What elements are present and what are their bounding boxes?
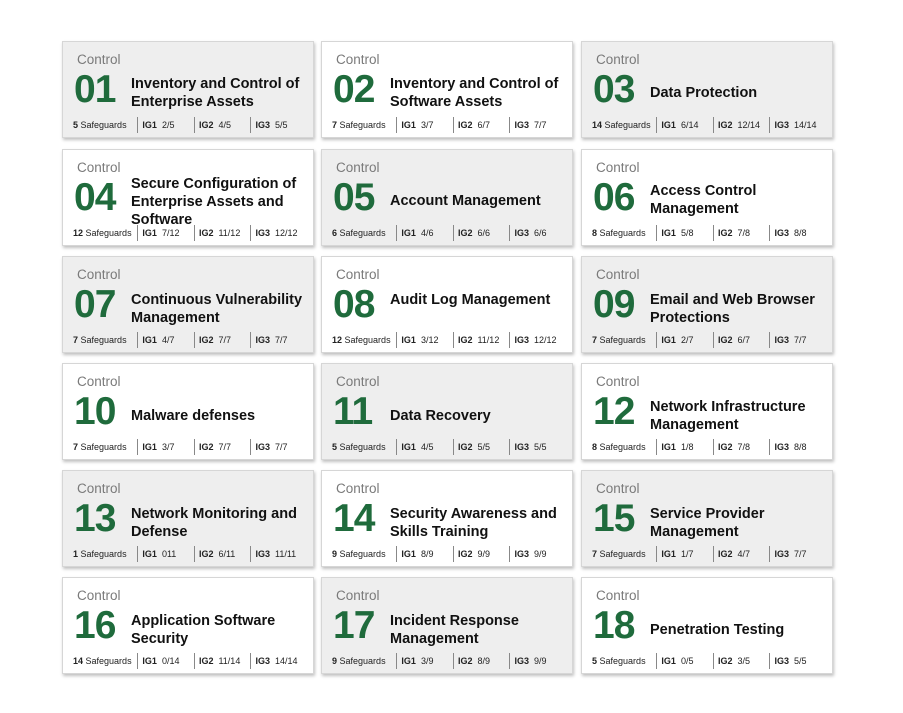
control-card-17[interactable] (321, 577, 573, 674)
safeguards-count: 8 Safeguards (590, 225, 657, 241)
control-number: 17 (333, 604, 375, 647)
control-label: Control (596, 160, 640, 175)
control-label: Control (596, 481, 640, 496)
control-number: 07 (74, 283, 116, 326)
control-title: Malware defenses (131, 408, 256, 424)
control-card-16[interactable] (62, 577, 314, 674)
ig1-value: IG1 3/7 (397, 117, 454, 133)
control-card-13[interactable] (62, 470, 314, 567)
ig2-value: IG2 3/5 (714, 653, 771, 669)
implementation-groups-bar (330, 439, 566, 455)
control-title: Inventory and Control of Enterprise Assets (131, 76, 300, 110)
ig2-value: IG2 6/11 (195, 546, 252, 562)
safeguards-count: 5 Safeguards (590, 653, 657, 669)
control-title: Audit Log Management (390, 292, 551, 308)
control-card-18[interactable] (581, 577, 833, 674)
ig2-value: IG2 7/8 (714, 225, 771, 241)
ig1-value: IG1 3/7 (138, 439, 195, 455)
control-card-01[interactable] (62, 41, 314, 138)
ig3-value: IG3 7/7 (774, 549, 807, 559)
implementation-groups-bar (330, 225, 566, 241)
implementation-groups-bar (590, 439, 826, 455)
ig1-value: IG1 3/12 (397, 332, 454, 348)
control-number: 15 (593, 497, 635, 540)
control-card-10[interactable] (62, 363, 314, 460)
control-number: 18 (593, 604, 635, 647)
ig1-value: IG1 011 (138, 546, 195, 562)
ig3-value: IG3 5/5 (514, 442, 547, 452)
ig3-value: IG3 12/12 (255, 228, 298, 238)
control-title: Email and Web Browser Protections (650, 292, 815, 326)
ig2-value: IG2 11/12 (454, 332, 511, 348)
ig1-value: IG1 8/9 (397, 546, 454, 562)
implementation-groups-bar (71, 225, 307, 241)
safeguards-count: 1 Safeguards (71, 546, 138, 562)
control-title: Application Software Security (131, 613, 276, 647)
ig2-value: IG2 6/7 (454, 117, 511, 133)
control-title: Security Awareness and Skills Training (390, 506, 557, 540)
ig1-value: IG1 2/5 (138, 117, 195, 133)
safeguards-count: 5 Safeguards (71, 117, 138, 133)
ig2-value: IG2 5/5 (454, 439, 511, 455)
ig1-value: IG1 2/7 (657, 332, 714, 348)
control-title: Network Infrastructure Management (650, 399, 806, 433)
control-card-14[interactable] (321, 470, 573, 567)
ig3-value: IG3 5/5 (255, 120, 288, 130)
ig3-value: IG3 9/9 (514, 656, 547, 666)
ig2-value: IG2 7/7 (195, 439, 252, 455)
control-label: Control (336, 160, 380, 175)
control-title: Service Provider Management (650, 506, 765, 540)
control-label: Control (336, 267, 380, 282)
ig1-value: IG1 6/14 (657, 117, 714, 133)
ig1-value: IG1 1/7 (657, 546, 714, 562)
safeguards-count: 7 Safeguards (330, 117, 397, 133)
ig2-value: IG2 6/6 (454, 225, 511, 241)
control-label: Control (77, 52, 121, 67)
ig2-value: IG2 9/9 (454, 546, 511, 562)
implementation-groups-bar (71, 332, 307, 348)
control-number: 13 (74, 497, 116, 540)
control-label: Control (77, 481, 121, 496)
control-label: Control (336, 481, 380, 496)
ig3-value: IG3 7/7 (774, 335, 807, 345)
control-card-08[interactable] (321, 256, 573, 353)
safeguards-count: 9 Safeguards (330, 546, 397, 562)
ig2-value: IG2 8/9 (454, 653, 511, 669)
ig3-value: IG3 7/7 (255, 335, 288, 345)
implementation-groups-bar (590, 653, 826, 669)
control-title: Inventory and Control of Software Assets (390, 76, 559, 110)
ig1-value: IG1 4/7 (138, 332, 195, 348)
control-card-04[interactable] (62, 149, 314, 246)
control-card-06[interactable] (581, 149, 833, 246)
implementation-groups-bar (71, 653, 307, 669)
control-number: 05 (333, 176, 375, 219)
control-number: 06 (593, 176, 635, 219)
control-card-03[interactable] (581, 41, 833, 138)
control-card-05[interactable] (321, 149, 573, 246)
implementation-groups-bar (71, 546, 307, 562)
control-number: 09 (593, 283, 635, 326)
ig3-value: IG3 8/8 (774, 442, 807, 452)
implementation-groups-bar (330, 653, 566, 669)
control-number: 01 (74, 68, 116, 111)
safeguards-count: 14 Safeguards (71, 653, 138, 669)
ig3-value: IG3 14/14 (774, 120, 817, 130)
control-label: Control (336, 374, 380, 389)
ig1-value: IG1 5/8 (657, 225, 714, 241)
safeguards-count: 14 Safeguards (590, 117, 657, 133)
safeguards-count: 5 Safeguards (330, 439, 397, 455)
implementation-groups-bar (590, 332, 826, 348)
control-title: Data Protection (650, 85, 758, 101)
safeguards-count: 7 Safeguards (590, 546, 657, 562)
ig2-value: IG2 4/7 (714, 546, 771, 562)
control-label: Control (596, 267, 640, 282)
safeguards-count: 8 Safeguards (590, 439, 657, 455)
implementation-groups-bar (590, 546, 826, 562)
ig3-value: IG3 12/12 (514, 335, 557, 345)
control-number: 03 (593, 68, 635, 111)
ig2-value: IG2 11/12 (195, 225, 252, 241)
ig3-value: IG3 5/5 (774, 656, 807, 666)
implementation-groups-bar (590, 225, 826, 241)
control-title: Access Control Management (650, 183, 757, 217)
ig2-value: IG2 4/5 (195, 117, 252, 133)
control-label: Control (77, 374, 121, 389)
safeguards-count: 9 Safeguards (330, 653, 397, 669)
ig3-value: IG3 6/6 (514, 228, 547, 238)
implementation-groups-bar (330, 546, 566, 562)
control-card-09[interactable] (581, 256, 833, 353)
ig3-value: IG3 14/14 (255, 656, 298, 666)
control-title: Secure Configuration of Enterprise Assets and Software (131, 176, 297, 228)
control-number: 14 (333, 497, 375, 540)
control-card-15[interactable] (581, 470, 833, 567)
control-label: Control (596, 52, 640, 67)
control-card-07[interactable] (62, 256, 314, 353)
ig1-value: IG1 0/5 (657, 653, 714, 669)
control-title: Data Recovery (390, 408, 491, 424)
control-title: Account Management (390, 193, 541, 209)
control-label: Control (336, 588, 380, 603)
control-number: 11 (333, 390, 373, 433)
ig3-value: IG3 8/8 (774, 228, 807, 238)
ig3-value: IG3 7/7 (255, 442, 288, 452)
control-label: Control (596, 588, 640, 603)
ig1-value: IG1 4/6 (397, 225, 454, 241)
implementation-groups-bar (71, 439, 307, 455)
ig2-value: IG2 12/14 (714, 117, 771, 133)
control-card-11[interactable] (321, 363, 573, 460)
safeguards-count: 7 Safeguards (590, 332, 657, 348)
ig1-value: IG1 0/14 (138, 653, 195, 669)
implementation-groups-bar (330, 117, 566, 133)
ig1-value: IG1 1/8 (657, 439, 714, 455)
implementation-groups-bar (71, 117, 307, 133)
control-label: Control (596, 374, 640, 389)
ig1-value: IG1 4/5 (397, 439, 454, 455)
ig2-value: IG2 7/8 (714, 439, 771, 455)
safeguards-count: 12 Safeguards (330, 332, 397, 348)
control-label: Control (77, 267, 121, 282)
ig2-value: IG2 7/7 (195, 332, 252, 348)
ig1-value: IG1 3/9 (397, 653, 454, 669)
control-number: 10 (74, 390, 116, 433)
ig2-value: IG2 6/7 (714, 332, 771, 348)
ig1-value: IG1 7/12 (138, 225, 195, 241)
control-title: Incident Response Management (390, 613, 519, 647)
control-title: Continuous Vulnerability Management (131, 292, 303, 326)
implementation-groups-bar (330, 332, 566, 348)
control-label: Control (77, 588, 121, 603)
control-label: Control (336, 52, 380, 67)
control-number: 16 (74, 604, 116, 647)
implementation-groups-bar (590, 117, 826, 133)
control-card-02[interactable] (321, 41, 573, 138)
ig3-value: IG3 11/11 (255, 549, 297, 559)
safeguards-count: 7 Safeguards (71, 332, 138, 348)
control-number: 04 (74, 176, 116, 219)
control-label: Control (77, 160, 121, 175)
safeguards-count: 7 Safeguards (71, 439, 138, 455)
control-number: 02 (333, 68, 375, 111)
control-card-12[interactable] (581, 363, 833, 460)
control-number: 12 (593, 390, 635, 433)
ig3-value: IG3 9/9 (514, 549, 547, 559)
control-number: 08 (333, 283, 375, 326)
ig2-value: IG2 11/14 (195, 653, 252, 669)
safeguards-count: 12 Safeguards (71, 225, 138, 241)
safeguards-count: 6 Safeguards (330, 225, 397, 241)
control-title: Network Monitoring and Defense (131, 506, 297, 540)
ig3-value: IG3 7/7 (514, 120, 547, 130)
control-title: Penetration Testing (650, 622, 785, 638)
